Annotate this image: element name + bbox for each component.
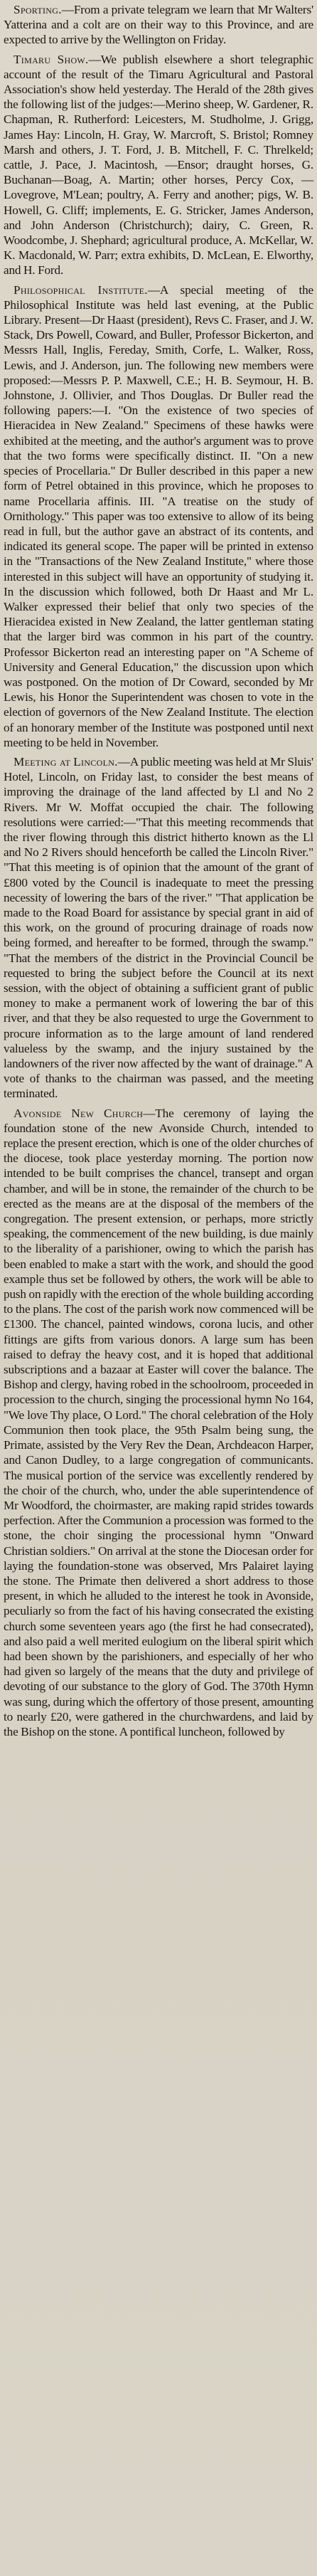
article-body: —We publish elsewhere a short telegraphic account of the result of the Timaru Agricultural and Pastoral Association's show held yesterday. The Herald of the 28th gives the following list of the judges:—Merino sheep, W. Gardener, R. Chapman, R. Rutherford: Leicesters, M. Studholme, J. Grigg, James Hay: Lincoln, H. Gray, W. Marcroft, S. Bristol; Romney Marsh and others, J. T. Ford, J. B. Mitchell, F. C. Threlkeld; cattle, J. Pace, J. Macintosh, —Ensor; draught horses, G. Buchanan—Boag, A. Martin; other horses, Percy Cox, —Lovegrove, M'Lean; poultry, A. Ferry and another; pigs, W. B. Howell, G. Cliff; implements, E. G. Stricker, James Anderson, and John Anderson (Christchurch); dairy, C. Green, R. Woodcombe, J. Shephard; agricultural produce, A. McKellar, W. K. Macdonald, W. Parr; extra exhibits, D. McLean, E. Elworthy, and H. Ford. [4,52,313,278]
article-sporting [4,2,313,48]
article-body: —The ceremony of laying the foundation stone of the new Avonside Church, intended to replace the present erection, which is one of the older churches of the diocese, took place yesterday morning. The portion now intended to be built comprises the chancel, transept and organ chamber, and will be in stone, the remainder of the church to be erected as the means are at the disposal of the members of the congregation. The present extension, or perhaps, more strictly speaking, the commencement of the new building, is due mainly to the liberality of a parishioner, owing to which the parish has been enabled to make a start with the work, and should the good example thus set be followed by others, the work will be able to push on rapidly with the erection of the whole building according to the plans. The cost of the parish work now commenced will be £1300. The chancel, painted windows, corona lucis, and other fittings are gifts from various donors. A large sum has been raised to defray the heavy cost, and it is hoped that additional subscriptions and a bazaar at Easter will cover the balance. The Bishop and clergy, having robed in the schoolroom, proceeded in procession to the church, singing the processional hymn No 164, "We love Thy place, O Lord." The choral celebration of the Holy Communion then took place, the 95th Psalm being sung, the Primate, assisted by the Very Rev the Dean, Archdeacon Harper, and Canon Dudley, to a large congregation of communicants. The musical portion of the service was excellently rendered by the choir of the church, who, under the able superintendence of Mr Woodford, the choirmaster, are making rapid strides towards perfection. After the Communion a procession was formed to the stone, the choir singing the processional hymn "Onward Christian soldiers." On arrival at the stone the Diocesan order for laying the foundation-stone was observed, Mrs Palairet laying the stone. The Primate then delivered a short address to those present, in which he alluded to the interest he took in Avonside, peculiarly so from the fact of his having consecrated the existing church some seventeen years ago (the first he had consecrated), and also paid a well merited eulogium on the liberal spirit which had been shown by the parishioners, and especially of her who had given so largely of the means that the duty and privilege of devoting of our substance to the glory of God. The 370th Hymn was sung, during which the offertory of those present, amounting to nearly £20, were gathered in the churchwardens, and laid by the Bishop on the stone. A pontifical luncheon, followed by [4,1106,313,1738]
article-heading: Avonside New Church [14,1106,144,1120]
article-heading: Philosophical Institute. [14,283,148,297]
article-body: —From a private telegram we learn that Mr Walters' Yatterina and a colt are on their way to this Province, and are expected to arrive by the Wellington on Friday. [4,3,313,47]
article-heading: Sporting. [14,3,62,16]
article-heading: Timaru Show. [14,52,89,66]
article-timaru-show [4,52,313,278]
article-body: —A special meeting of the Philosophical Institute was held last evening, at the Public Library. Present—Dr Haast (president), Revs C. Fraser, and J. W. Stack, Drs Powell, Coward, and Buller, Professor Bickerton, and Messrs Hall, Inglis, Fereday, Smith, Corfe, L. Walker, Ross, Lewis, and J. Anderson, jun. The following new members were proposed:—Messrs P. P. Maxwell, C.E.; H. B. Seymour, H. B. Johnstone, J. Ollivier, and Thos Douglas. Dr Buller read the following papers:—I. "On the existence of two species of Hieracidea in New Zealand." Specimens of these hawks were exhibited at the meeting, and the author's argument was to prove that the two forms were specifically distinct. II. "On a new species of Procellaria." Dr Buller described in this paper a new form of Petrel obtained in this province, which he proposes to name Procellaria affinis. III. "A treatise on the study of Ornithology." This paper was too extensive to allow of its being read in full, but the author gave an abstract of its contents, and indicated its general scope. The paper will be printed in extenso in the "Transactions of the New Zealand Institute," where those interested in this subject will have an opportunity of studying it. In the discussion which followed, both Dr Haast and Mr L. Walker expressed their belief that only two species of the Hieracidea existed in New Zealand, the latter gentleman stating that the larger bird was common in his part of the country. Professor Bickerton read an interesting paper on "A Scheme of University and General Education," the discussion upon which was postponed. On the motion of Dr Coward, seconded by Mr Lewis, his Honor the Superintendent was chosen to vote in the election of governors of the New Zealand Institute. The election of an honorary member of the Institute was postponed until next meeting to be held in November. [4,283,313,749]
article-meeting-at-lincoln [4,754,313,1102]
article-body: —A public meeting was held at Mr Sluis' Hotel, Lincoln, on Friday last, to consider the best means of improving the drainage of the land affected by Ll and No 2 Rivers. Mr W. Moffat occupied the chair. The following resolutions were carried:—"That this meeting recommends that the river flowing through this district hitherto known as the Ll and No 2 Rivers should henceforth be called the Lincoln River." "That this meeting is of opinion that the amount of the grant of £800 voted by the Council is inadequate to meet the pressing necessity of lowering the bars of the river." "That application be made to the Road Board for assistance by special grant in aid of this work, on the ground of procuring drainage of roads now being formed, and hereafter to be formed, through the swamp." "That the members of the district in the Provincial Council be requested to bring the subject before the Council at its next session, with the object of obtaining a sufficient grant of public money to make a permanent work of lowering the bar of this river, and that they be also requested to urge the Government to procure information as to the large amount of land rendered valueless by the swamp, and the injury sustained by the landowners of the river now affected by the want of drainage." A vote of thanks to the chairman was passed, and the meeting terminated. [4,754,313,1101]
article-avonside-new-church [4,1106,313,1740]
article-philosophical-institute [4,283,313,750]
article-heading: Meeting at Lincoln. [14,754,118,769]
